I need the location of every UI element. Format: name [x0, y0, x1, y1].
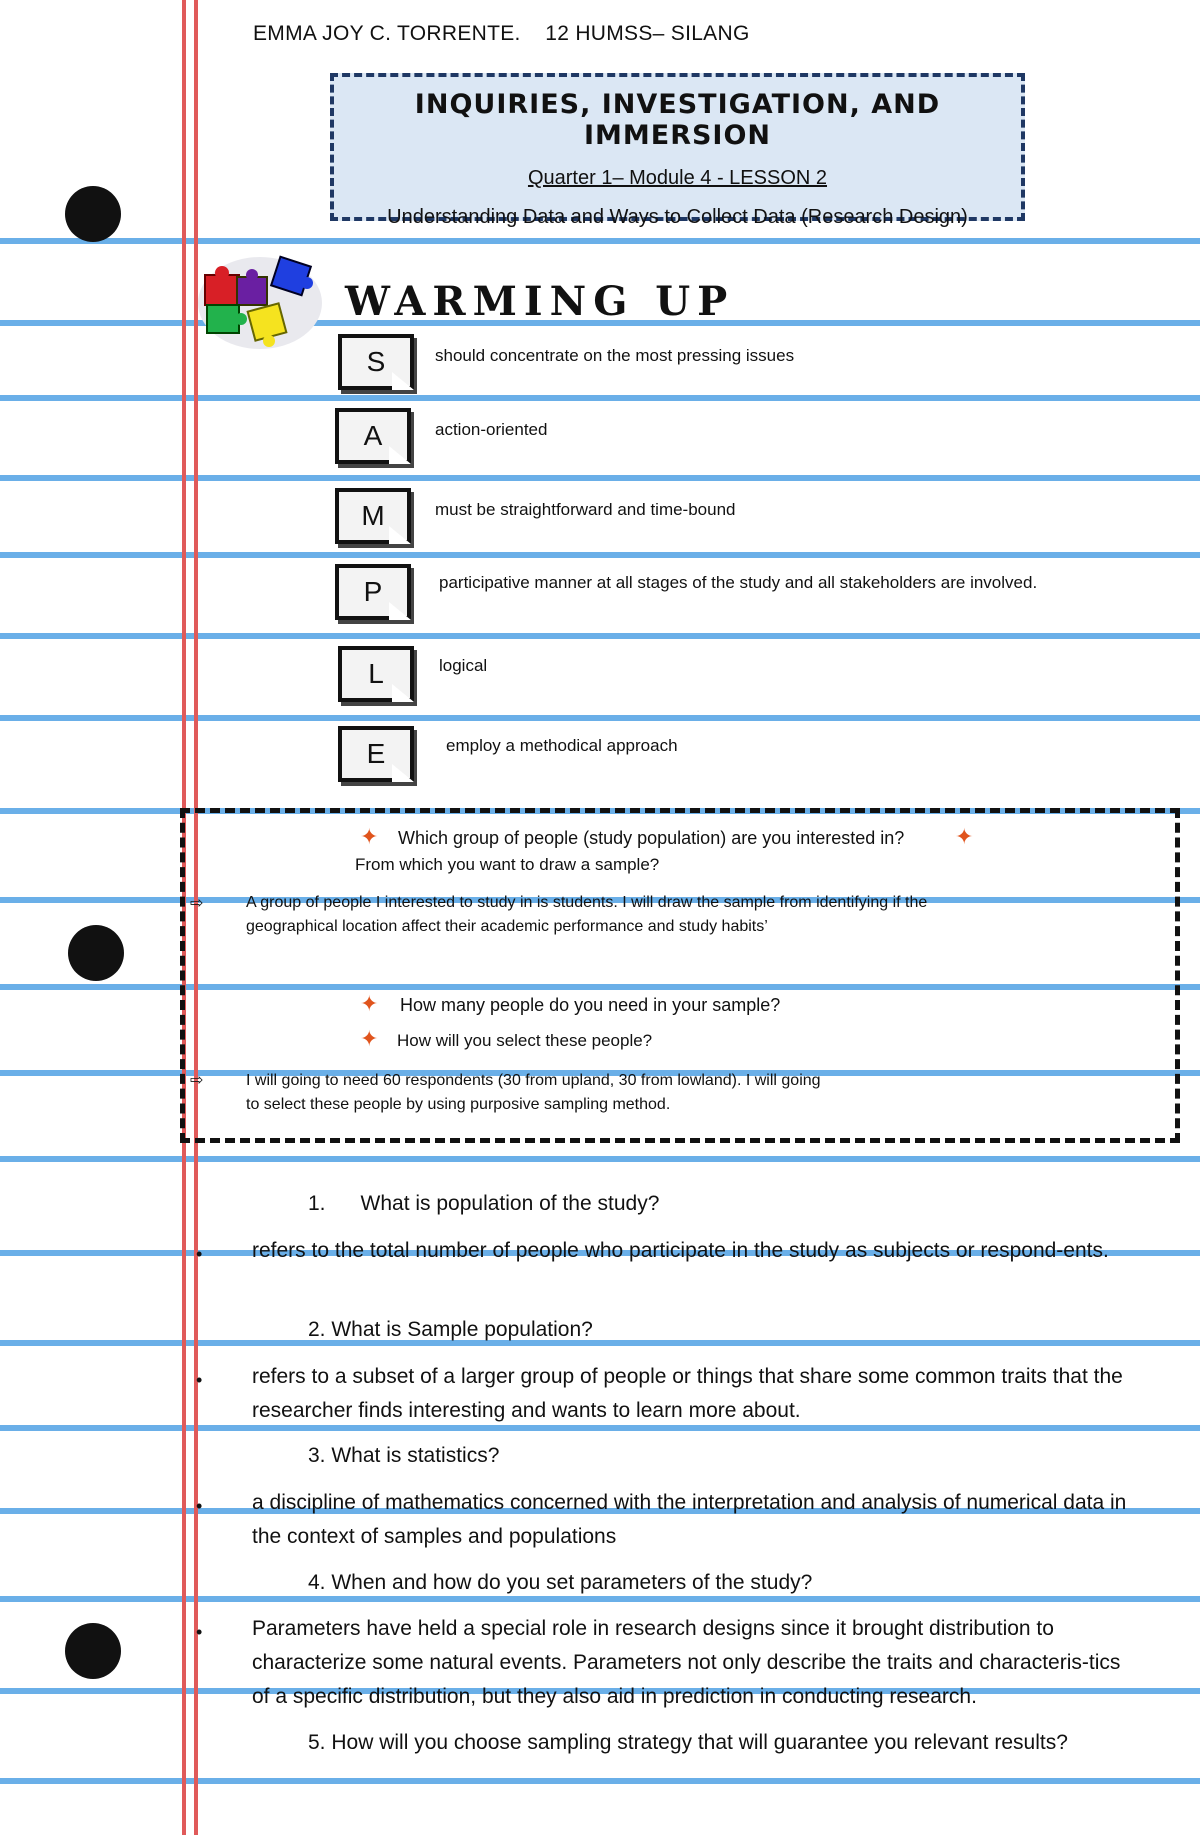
- title-box: [330, 73, 1025, 228]
- ruled-line: [0, 395, 1200, 401]
- student-info: EMMA JOY C. TORRENTE. 12 HUMSS– SILANG: [253, 22, 750, 45]
- acronym-letter: P: [363, 576, 383, 607]
- bullet: •: [196, 1244, 203, 1264]
- question-3: 3. What is statistics?: [308, 1444, 500, 1467]
- bullet: •: [196, 1496, 203, 1516]
- acronym-text: participative manner at all stages of the study and all stakeholders are involved.: [439, 573, 1038, 592]
- answer-3: a discipline of mathematics concerned with the interpretation and analysis of numerical data in the context of samples and populations: [252, 1491, 1127, 1548]
- acronym-letter-box: [338, 646, 414, 702]
- star-icon: ✦: [360, 991, 379, 1016]
- binder-hole: [68, 925, 124, 981]
- acronym-text: action-oriented: [435, 420, 548, 439]
- ruled-line: [0, 475, 1200, 481]
- sampling-question-1b: From which you want to draw a sample?: [355, 855, 660, 874]
- acronym-text: should concentrate on the most pressing issues: [435, 346, 795, 365]
- question-2: 2. What is Sample population?: [308, 1318, 593, 1341]
- bullet: •: [196, 1370, 203, 1390]
- question-4: 4. When and how do you set parameters of the study?: [308, 1571, 813, 1594]
- sampling-answer-1: A group of people I interested to study in is students. I will draw the sample from identifying if the geographical location affect their academic performance and study habits’: [246, 894, 928, 935]
- answer-1: refers to the total number of people who participate in the study as subjects or respond-ents.: [252, 1239, 1109, 1262]
- module-label: Quarter 1– Module 4 - LESSON 2: [527, 167, 828, 189]
- acronym-letter: A: [363, 420, 383, 451]
- ruled-line: [0, 238, 1200, 244]
- ruled-line: [0, 1340, 1200, 1346]
- puzzle-pieces-icon: [195, 253, 335, 353]
- star-icon: ✦: [955, 824, 974, 849]
- acronym-letter: M: [361, 500, 385, 531]
- arrow-right-icon: ⇨: [190, 895, 204, 912]
- question-5: 5. How will you choose sampling strategy that will guarantee you relevant results?: [308, 1731, 1068, 1754]
- acronym-letter-box: [338, 726, 414, 782]
- ruled-line: [0, 715, 1200, 721]
- sampling-question-2: How many people do you need in your sample?: [400, 995, 781, 1015]
- acronym-letter-box: [335, 564, 411, 620]
- ruled-line: [0, 552, 1200, 558]
- acronym-text: logical: [439, 656, 488, 675]
- ruled-line: [0, 1778, 1200, 1784]
- sampling-question-1: Which group of people (study population) are you interested in?: [398, 828, 905, 848]
- answer-4: Parameters have held a special role in research designs since it brought distribution to characterize some natural events. Parameters not only describe the traits and characteris-tics of a specific distribution, but they also aid in prediction in conducting research.: [252, 1617, 1121, 1708]
- lesson-subtitle: Understanding Data and Ways to Collect Data (Research Design): [387, 206, 968, 228]
- acronym-letter-box: [335, 408, 411, 464]
- acronym-letter: L: [368, 658, 384, 689]
- ruled-line: [0, 633, 1200, 639]
- warming-up-title: WARMING UP: [345, 278, 735, 325]
- lesson-title: INQUIRIES, INVESTIGATION, AND IMMERSION: [414, 89, 941, 151]
- ruled-line: [0, 1156, 1200, 1162]
- acronym-letter: E: [366, 738, 386, 769]
- star-icon: ✦: [360, 824, 379, 849]
- binder-hole: [65, 1623, 121, 1679]
- acronym-letter-box: [335, 488, 411, 544]
- acronym-letter: S: [366, 346, 386, 377]
- answer-2: refers to a subset of a larger group of people or things that share some common traits that the researcher finds interesting and wants to learn more about.: [252, 1365, 1123, 1422]
- acronym-text: must be straightforward and time-bound: [435, 500, 736, 519]
- binder-hole: [65, 186, 121, 242]
- ruled-line: [0, 1596, 1200, 1602]
- acronym-letter-box: [338, 334, 414, 390]
- arrow-right-icon: ⇨: [190, 1072, 204, 1089]
- bullet: •: [196, 1622, 203, 1642]
- sampling-answer-2: I will going to need 60 respondents (30 from upland, 30 from lowland). I will going to select these people by using purposive sampling method.: [246, 1072, 821, 1113]
- question-1: 1. What is population of the study?: [308, 1192, 660, 1215]
- star-icon: ✦: [360, 1026, 379, 1051]
- acronym-text: employ a methodical approach: [446, 736, 678, 755]
- sampling-question-3: How will you select these people?: [397, 1031, 653, 1050]
